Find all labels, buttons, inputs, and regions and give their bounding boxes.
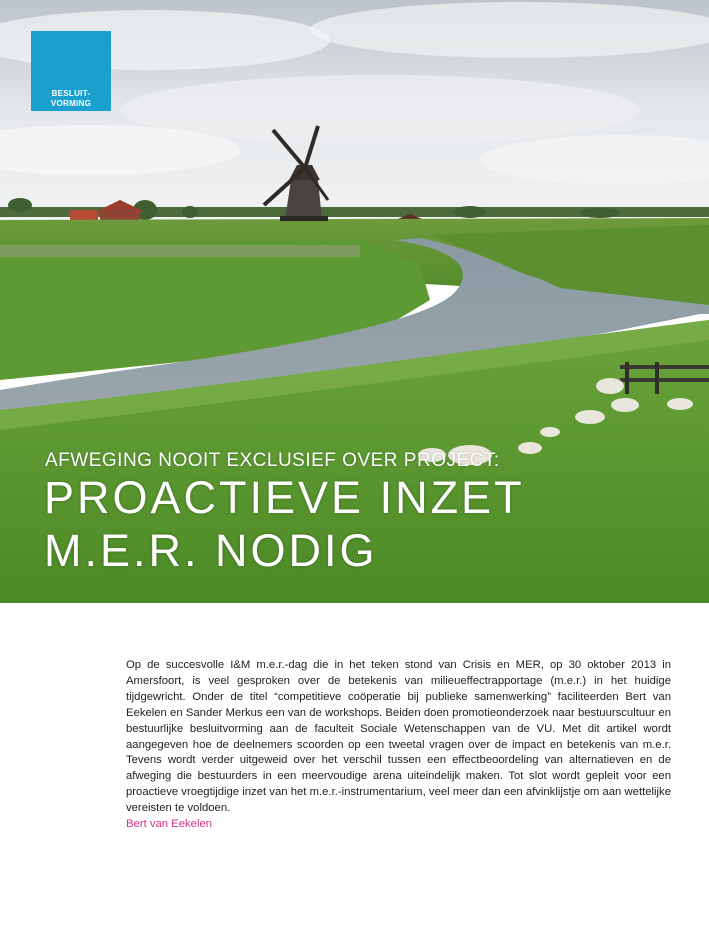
article-title-line2: M.E.R. NODIG [44,525,378,576]
intro-paragraph: Op de succesvolle I&M m.e.r.-dag die in het teken stond van Crisis en MER, op 30 oktober 2013 in Amersfoort, is veel gesproken over de betekenis van milieueffectrapportage (m.e.r.) in het huidige tijdgewricht. Onder de titel “competitieve coöperatie bij publieke samenwerking” faciliteerden Bert van Eekelen en Sander Merkus een van de workshops. Beiden doen promotieonderzoek naar bestuurscultuur en bestuurlijke besluitvorming aan de faculteit Sociale Wetenschappen van de VU. Met dit artikel wordt aangegeven hoe de deelnemers scoorden op een tweetal vragen over de impact en betekenis van m.e.r. Tevens wordt verder uitgeweid over het verschil tussen een effectbeoordeling van alternatieven en de afweging die bestuurders in een meervoudige arena uiteindelijk maken. Tot slot wordt gepleit voor een proactieve vroegtijdige inzet van het m.e.r.-instrumentarium, veel meer dan een afvinklijstje om aan wettelijke vereisten te voldoen. [126,659,671,815]
article-title-line1: PROACTIEVE INZET [44,472,525,523]
category-tag [31,31,111,111]
article-kicker: AFWEGING NOOIT EXCLUSIEF OVER PROJECT: [45,450,500,471]
category-tag-line1: BESLUIT- [51,89,91,98]
article-intro [126,658,671,833]
category-tag-line2: VORMING [50,99,92,108]
author-name: Bert van Eekelen [126,818,213,831]
